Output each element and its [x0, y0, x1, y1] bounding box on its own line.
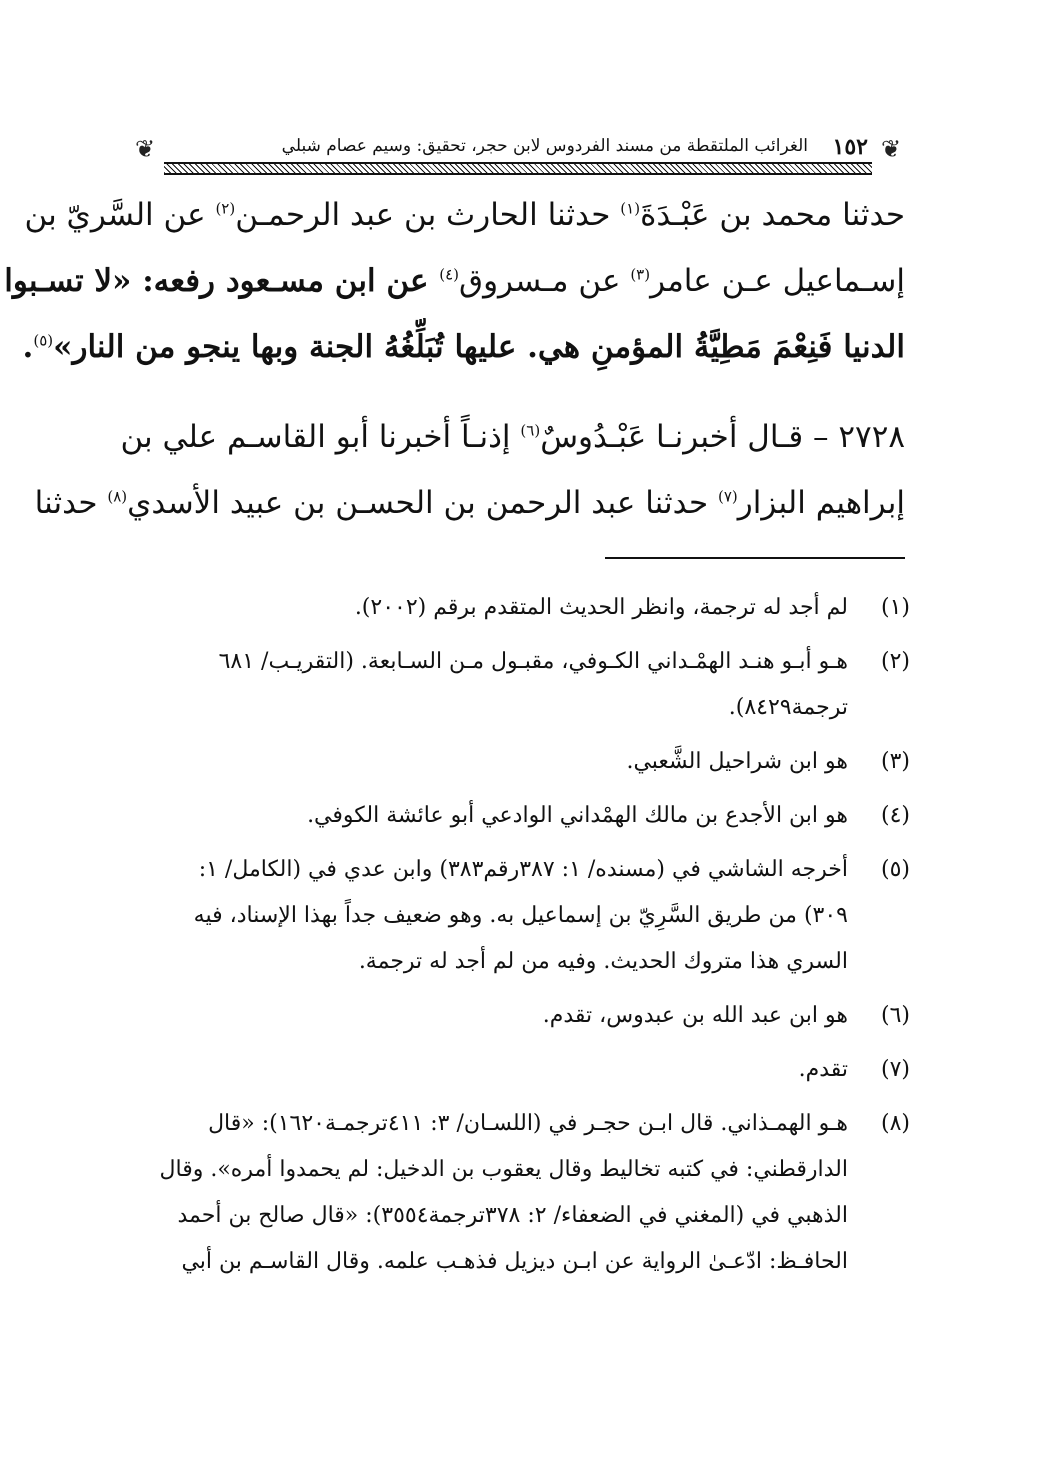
footnote-line: ٣٠٩) من طريق السَّرِيّ بن إسماعيل به. وهو ضعيف جداً بهذا الإسناد، فيه [193, 903, 848, 928]
main-text-line [4, 248, 905, 314]
footnote-item [130, 993, 910, 1039]
paragraph-gap [135, 380, 905, 404]
footnote-number: (٥) [880, 857, 910, 882]
main-text-line [120, 404, 905, 470]
page-header [128, 128, 908, 172]
footnote-number: (٦) [880, 1003, 910, 1028]
ornament-right-icon: ❦ [880, 135, 902, 163]
main-text-line [24, 182, 905, 248]
footnote-number: (٧) [880, 1057, 910, 1082]
text-segment: حدثنا محمد بن عَبْـدَةَ [640, 197, 905, 233]
footnote-item [130, 1047, 910, 1093]
footnote-line: هو ابن الأجدع بن مالك الهمْداني الوادعي أبو عائشة الكوفي. [307, 803, 848, 828]
running-title: الغرائب الملتقطة من مسند الفردوس لابن حجر، تحقيق: وسيم عصام شبلي [281, 136, 808, 156]
footnote-line: هـو الهمـذاني. قال ابـن حجـر في (اللسـان/ ٣: ٤١١ترجمـة١٦٢٠): «قال [208, 1111, 848, 1136]
main-text-line [34, 470, 905, 536]
text-segment: حدثنا الحارث بن عبد الرحمـن [235, 197, 621, 233]
footnote-item [130, 739, 910, 785]
text-segment: عن السَّريّ بن [24, 197, 216, 233]
footnote-ref[interactable]: (٤) [439, 265, 460, 284]
footnote-line: هو ابن شراحيل الشَّعبي. [626, 749, 848, 774]
text-segment: حدثنا [34, 485, 108, 521]
footnote-separator [605, 557, 905, 559]
footnote-line: الدارقطني: في كتبه تخاليط وقال يعقوب بن الدخيل: لم يحمدوا أمره». وقال [159, 1157, 848, 1182]
footnote-item [130, 793, 910, 839]
text-segment: إبراهيم البزار [737, 485, 905, 521]
footnote-line: تقدم. [798, 1057, 848, 1082]
footnote-line: السري هذا متروك الحديث. وفيه من لم أجد له ترجمة. [358, 949, 848, 974]
text-segment: إذنـاً أخبرنا أبو القاسـم علي بن [120, 419, 521, 455]
text-segment: عن ابن مسـعود رفعه: «لا تسـبوا [4, 263, 440, 299]
footnote-item [130, 639, 910, 731]
footnote-line: الذهبي في (المغني في الضعفاء/ ٢: ٣٧٨ترجمة٣٥٥٤): «قال صالح بن أحمد [177, 1203, 848, 1228]
footnote-ref[interactable]: (٧) [717, 487, 738, 506]
text-segment: حدثنا عبد الرحمن بن الحسـن بن عبيد الأسدي [127, 485, 718, 521]
footnote-line: ترجمة٨٤٢٩). [728, 695, 848, 720]
footnote-ref[interactable]: (١) [620, 199, 641, 218]
footnote-line: هو ابن عبد الله بن عبدوس، تقدم. [542, 1003, 848, 1028]
footnote-number: (٢) [880, 649, 910, 674]
text-segment: . [22, 329, 34, 365]
footnote-number: (٣) [880, 749, 910, 774]
footnote-line: هـو أبـو هنـد الهمْـداني الكـوفي، مقبـول مـن السـابعة. (التقريـب/ ٦٨١ [218, 649, 848, 674]
main-text-line [22, 314, 905, 380]
footnote-number: (١) [880, 595, 910, 620]
footnote-ref[interactable]: (٣) [630, 265, 651, 284]
footnote-ref[interactable]: (٦) [520, 421, 541, 440]
footnote-line: لم أجد له ترجمة، وانظر الحديث المتقدم برقم (٢٠٠٢). [354, 595, 848, 620]
footnote-line: أخرجه الشاشي في (مسنده/ ١: ٣٨٧رقم٣٨٣) وابن عدي في (الكامل/ ١: [198, 857, 848, 882]
footnote-line: الحافـظ: ادّعـىٰ الرواية عن ابـن ديزيل فذهـب علمه. وقال القاسـم بن أبي [181, 1249, 848, 1274]
text-segment: ٢٧٢٨ – قـال أخبرنـا عَبْـدُوسٌ [540, 419, 905, 455]
footnote-ref[interactable]: (٨) [107, 487, 128, 506]
ornament-left-icon: ❦ [134, 135, 156, 163]
footnote-number: (٤) [880, 803, 910, 828]
footnote-number: (٨) [880, 1111, 910, 1136]
header-decorative-rule [164, 162, 872, 175]
footnote-item [130, 1101, 910, 1285]
page-number: ١٥٢ [832, 134, 868, 160]
footnote-ref[interactable]: (٥) [33, 331, 54, 350]
hadith-text: الدنيا فَنِعْمَ مَطِيَّةُ المؤمنِ هي. عليها تُبَلِّغُهُ الجنة وبها ينجو من النار» [53, 329, 905, 365]
footnote-item [130, 585, 910, 631]
footnote-ref[interactable]: (٢) [215, 199, 236, 218]
text-segment: عن مـسروق [459, 263, 631, 299]
text-segment: إسـماعيل عـن عامر [650, 263, 905, 299]
footnote-item [130, 847, 910, 985]
main-text [4, 182, 905, 536]
footnotes [130, 585, 910, 1285]
